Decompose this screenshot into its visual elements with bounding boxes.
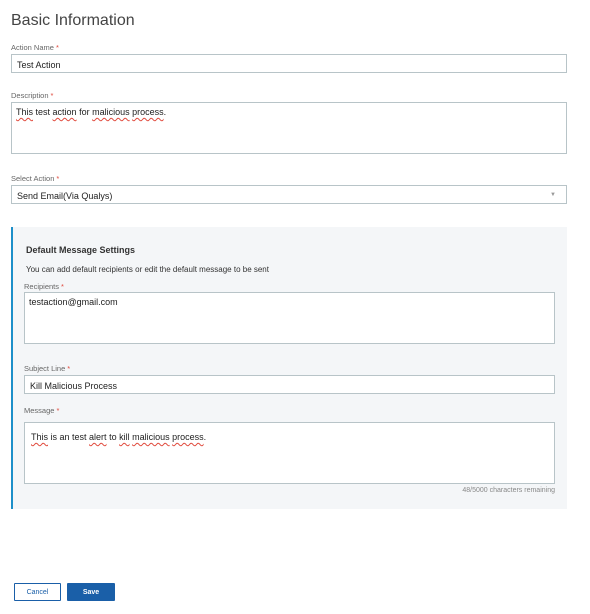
required-marker: * [56, 406, 60, 415]
subject-line-label-text: Subject Line [24, 364, 66, 373]
message-word: . [203, 432, 207, 442]
message-word: malicious [132, 432, 170, 442]
subject-line-value: Kill Malicious Process [30, 381, 118, 391]
subject-line-label [24, 364, 70, 373]
character-counter: 48/5000 characters remaining [462, 487, 555, 494]
recipients-label-text: Recipients [24, 282, 60, 291]
recipients-textarea[interactable] [24, 292, 555, 344]
required-marker: * [67, 364, 71, 373]
action-name-label [11, 43, 59, 52]
save-button[interactable]: Save [67, 583, 115, 601]
panel-subtitle: You can add default recipients or edit the default message to be sent [26, 265, 269, 274]
recipients-label [24, 282, 64, 291]
recipients-value: testaction@gmail.com [29, 297, 118, 307]
description-word: test [33, 107, 53, 117]
description-word: malicious [92, 107, 130, 117]
action-name-value: Test Action [17, 60, 61, 70]
message-word: process [172, 432, 204, 442]
message-word: This [31, 432, 49, 442]
select-action-label [11, 174, 59, 183]
description-word: for [76, 107, 93, 117]
description-word: process [132, 107, 164, 117]
required-marker: * [50, 91, 54, 100]
chevron-down-icon: ▼ [550, 192, 556, 198]
select-action-value: Send Email(Via Qualys) [17, 191, 113, 201]
description-label-text: Description [11, 91, 49, 100]
message-word: to [106, 432, 120, 442]
cancel-button[interactable]: Cancel [14, 583, 61, 601]
required-marker: * [61, 282, 64, 291]
description-word: This [16, 107, 34, 117]
description-textarea[interactable] [11, 102, 567, 154]
action-name-input[interactable] [11, 54, 567, 73]
select-action-label-text: Select Action [11, 174, 55, 183]
subject-line-input[interactable] [24, 375, 555, 394]
required-marker: * [55, 43, 59, 52]
description-label [11, 91, 53, 100]
message-word: is an test [48, 432, 90, 442]
required-marker: * [56, 174, 60, 183]
description-word: . [163, 107, 167, 117]
message-label [24, 406, 59, 415]
page-title: Basic Information [11, 12, 135, 29]
message-label-text: Message [24, 406, 55, 415]
message-word: alert [89, 432, 107, 442]
select-action-dropdown[interactable] [11, 185, 567, 204]
description-word: action [52, 107, 77, 117]
message-word: kill [119, 432, 130, 442]
panel-title: Default Message Settings [26, 245, 136, 255]
message-textarea[interactable] [24, 422, 555, 484]
action-name-label-text: Action Name [11, 43, 54, 52]
